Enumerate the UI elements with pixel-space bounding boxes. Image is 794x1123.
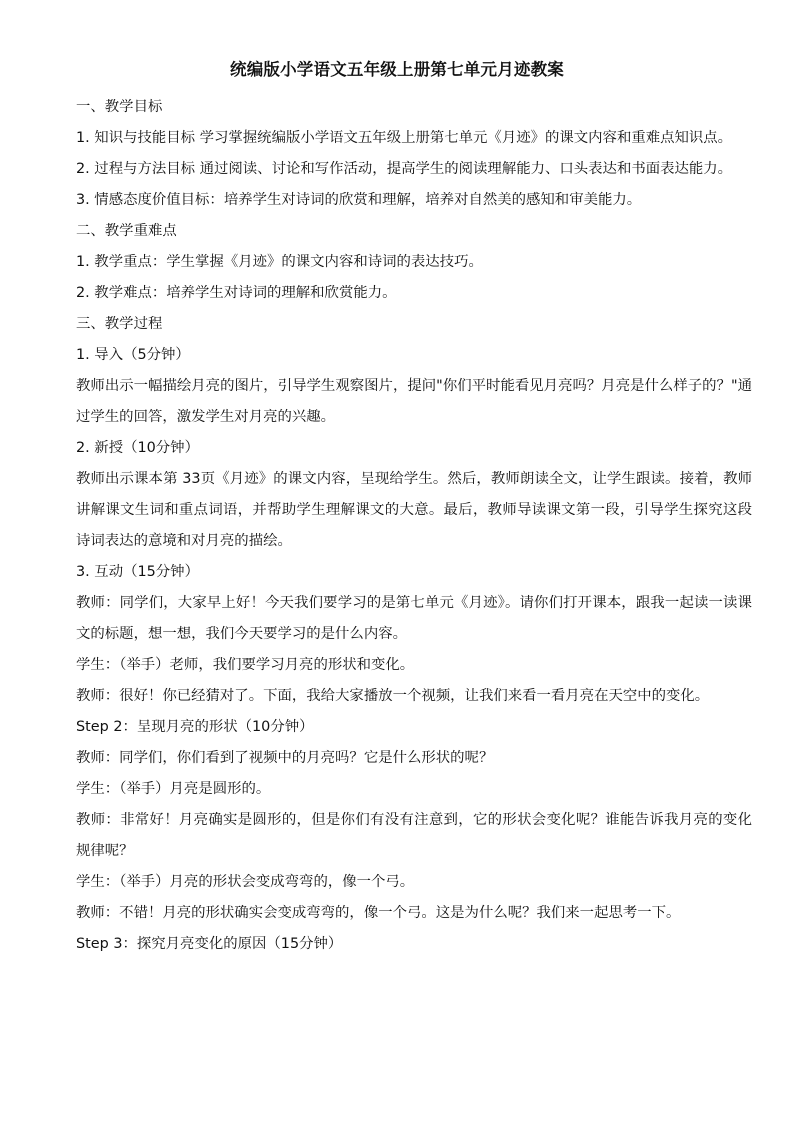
paragraph: 1. 知识与技能目标 学习掌握统编版小学语文五年级上册第七单元《月迹》的课文内容和重难点知识点。 [76, 130, 733, 146]
dialogue-line: 教师：很好！你已经猜对了。下面，我给大家播放一个视频，让我们来看一看月亮在天空中的变化。 [76, 688, 710, 704]
paragraph: 教师出示一幅描绘月亮的图片，引导学生观察图片，提问"你们平时能看见月亮吗？月亮是什么样子的？"通过学生的回答，激发学生对月亮的兴趣。 [76, 378, 752, 425]
dialogue-line: 学生：（举手）月亮的形状会变成弯弯的，像一个弓。 [76, 874, 415, 890]
section-heading: 三、教学过程 [76, 316, 163, 332]
paragraph: 2. 教学难点：培养学生对诗词的理解和欣赏能力。 [76, 285, 397, 301]
dialogue-line: 教师：非常好！月亮确实是圆形的，但是你们有没有注意到，它的形状会变化呢？谁能告诉我月亮的变化规律呢？ [76, 812, 752, 859]
subheading: 2. 新授（10分钟） [76, 440, 199, 456]
subheading: 3. 互动（15分钟） [76, 564, 199, 580]
paragraph: 1. 教学重点：学生掌握《月迹》的课文内容和诗词的表达技巧。 [76, 254, 483, 270]
dialogue-line: 教师：同学们，你们看到了视频中的月亮吗？它是什么形状的呢？ [76, 750, 494, 766]
document-body [76, 92, 752, 960]
document-title: 统编版小学语文五年级上册第七单元月迹教案 [230, 60, 564, 79]
dialogue-line: 学生：（举手）月亮是圆形的。 [76, 781, 271, 797]
subheading: 1. 导入（5分钟） [76, 347, 190, 363]
paragraph: 3. 情感态度价值目标：培养学生对诗词的欣赏和理解，培养对自然美的感知和审美能力。 [76, 192, 642, 208]
dialogue-line: 教师：同学们，大家早上好！今天我们要学习的是第七单元《月迹》。请你们打开课本，跟我一起读一读课文的标题，想一想，我们今天要学习的是什么内容。 [76, 595, 752, 642]
step-heading: Step 2：呈现月亮的形状（10分钟） [76, 719, 314, 735]
dialogue-line: 学生：（举手）老师，我们要学习月亮的形状和变化。 [76, 657, 415, 673]
section-heading: 一、教学目标 [76, 99, 163, 115]
step-heading: Step 3：探究月亮变化的原因（15分钟） [76, 936, 343, 952]
section-heading: 二、教学重难点 [76, 223, 177, 239]
dialogue-line: 教师：不错！月亮的形状确实会变成弯弯的，像一个弓。这是为什么呢？我们来一起思考一下。 [76, 905, 681, 921]
paragraph: 2. 过程与方法目标 通过阅读、讨论和写作活动，提高学生的阅读理解能力、口头表达和书面表达能力。 [76, 161, 733, 177]
paragraph: 教师出示课本第 33页《月迹》的课文内容，呈现给学生。然后，教师朗读全文，让学生跟读。接着，教师讲解课文生词和重点词语，并帮助学生理解课文的大意。最后，教师导读课文第一段，引导学生探究这段诗词表达的意境和对月亮的描绘。 [76, 471, 752, 549]
